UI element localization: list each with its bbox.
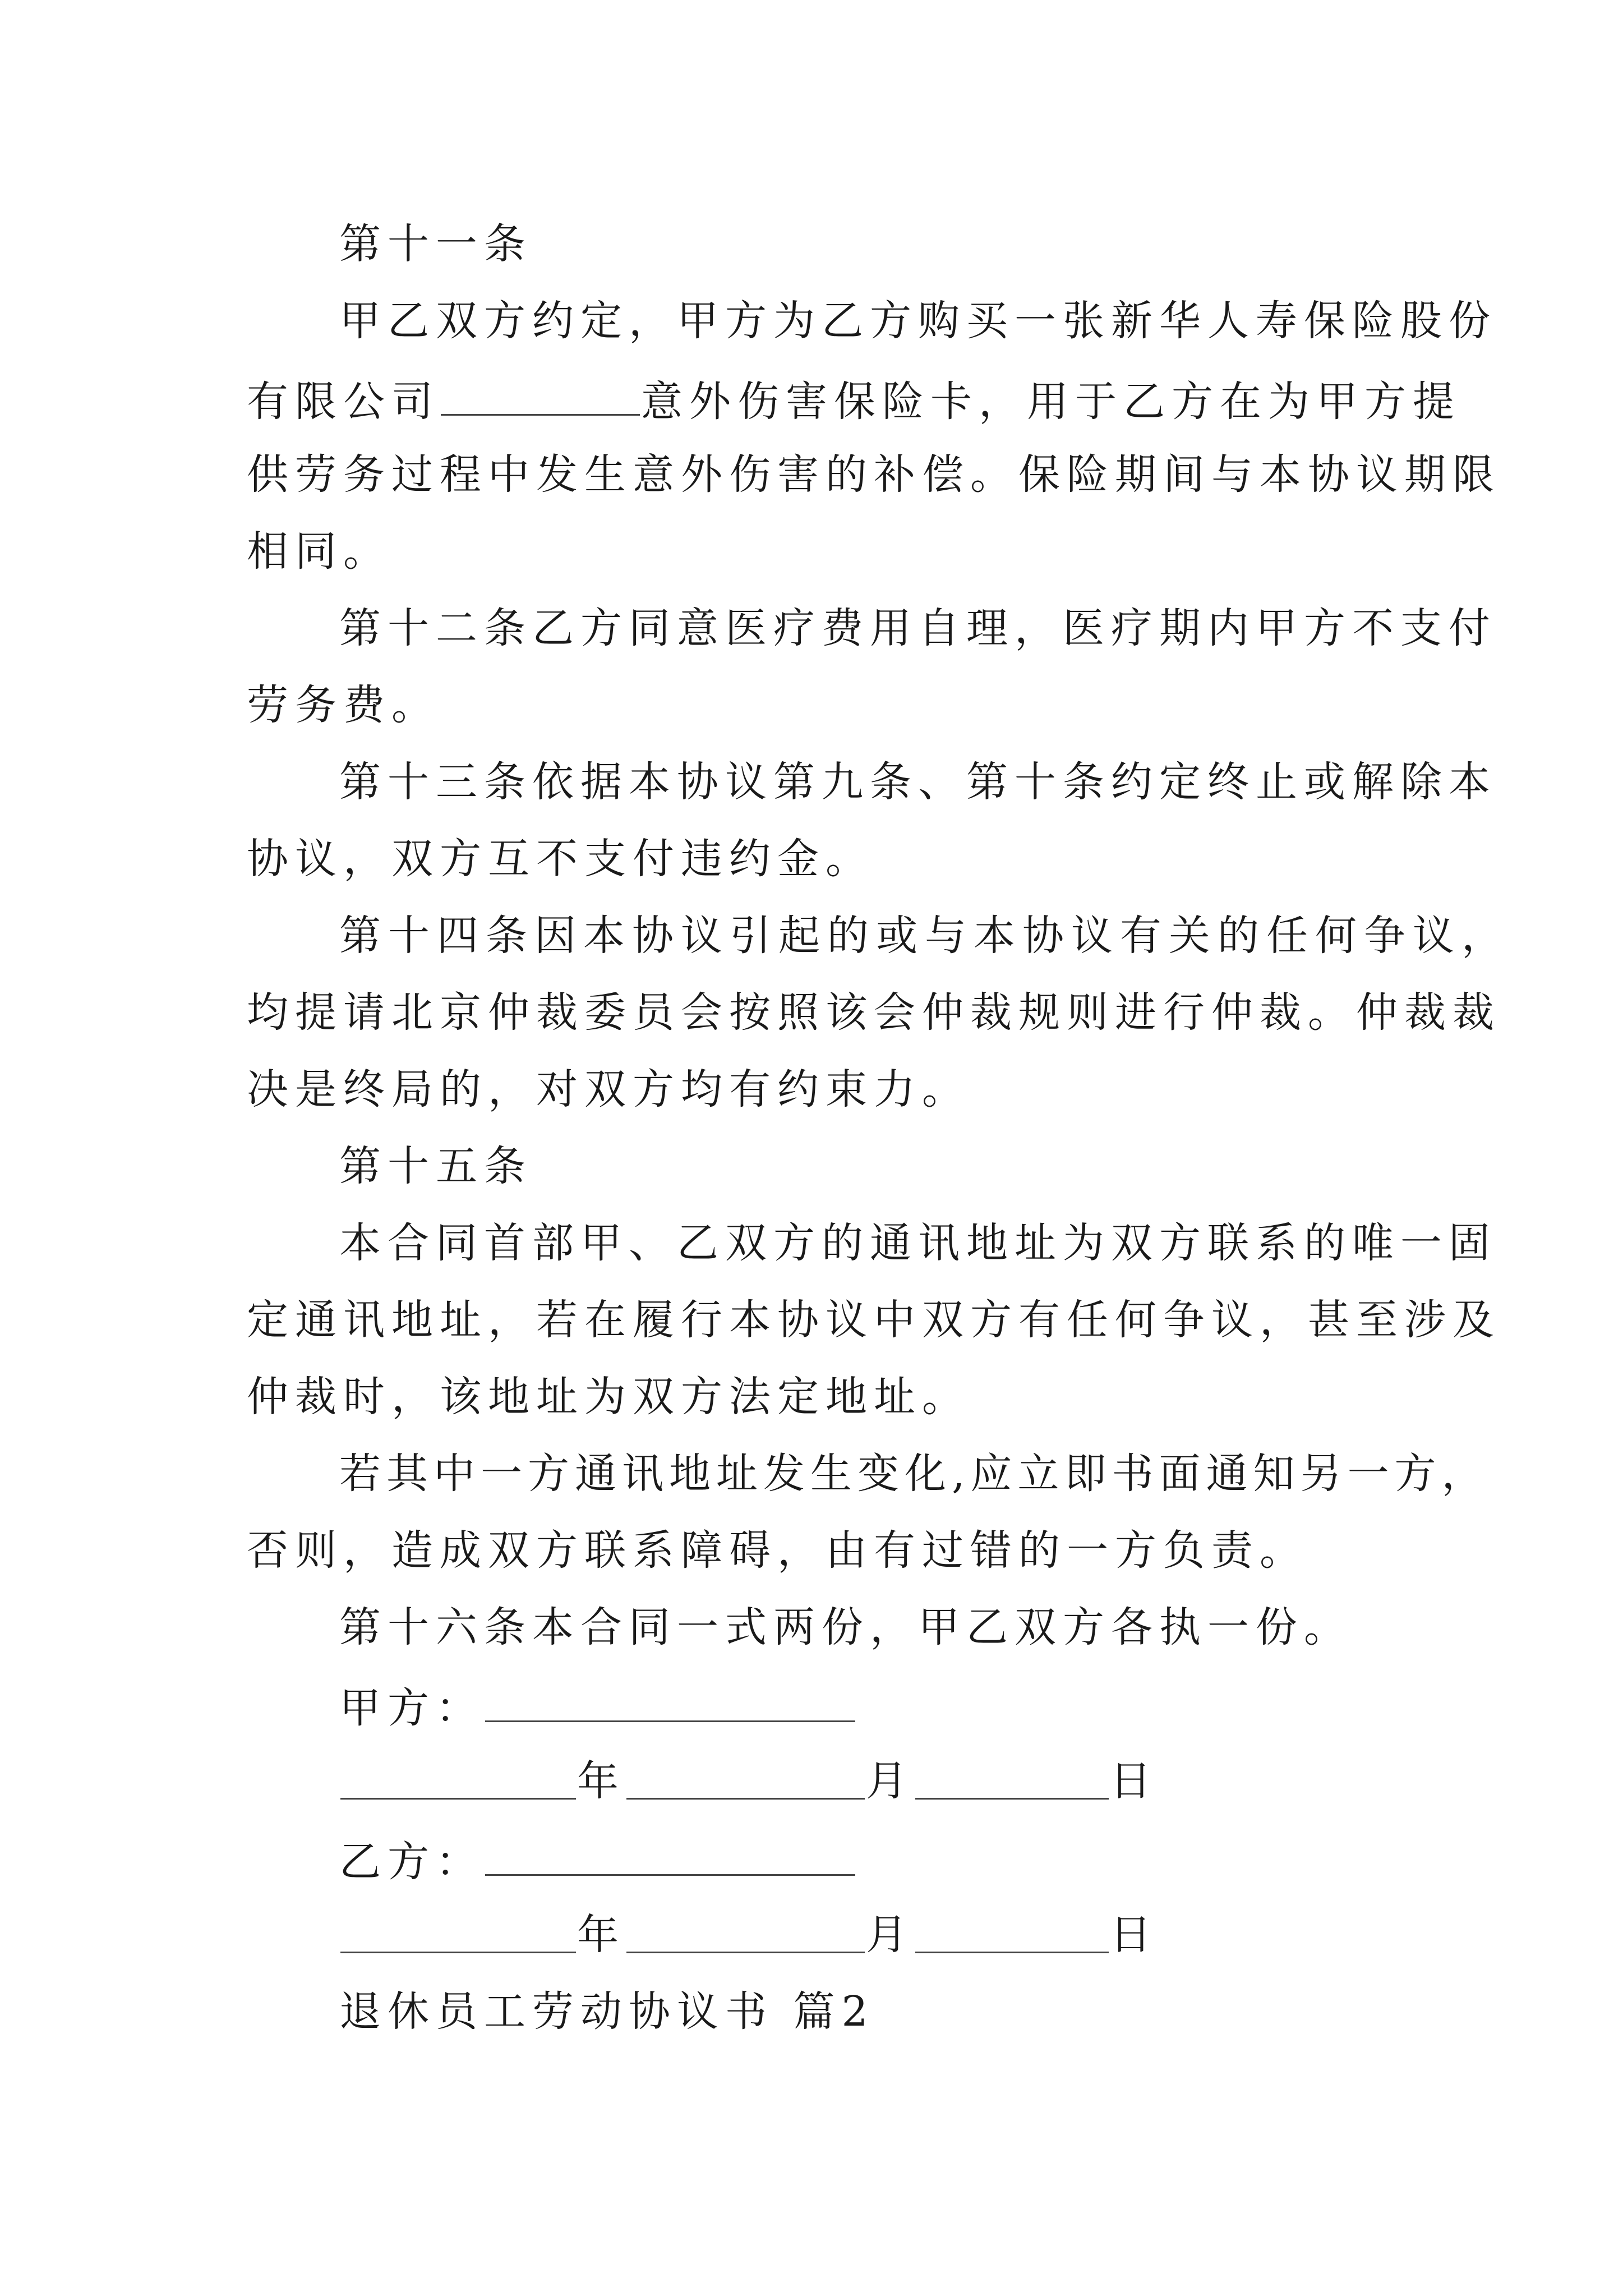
party-b-day-blank xyxy=(915,1910,1109,1953)
article-12-line-2: 劳务费。 xyxy=(247,681,440,729)
article-13-line-2: 协议，双方互不支付违约金。 xyxy=(247,835,874,883)
party-a-year-blank xyxy=(340,1756,576,1800)
party-b-signature-row xyxy=(339,1833,856,1887)
party-a-signature-row xyxy=(339,1679,856,1733)
article-11-line-2-start: 有限公司 xyxy=(247,378,440,426)
article-11-line-3: 供劳务过程中发生意外伤害的补偿。保险期间与本协议期限 xyxy=(247,450,1501,499)
article-14-line-3: 决是终局的，对双方均有约束力。 xyxy=(247,1065,970,1114)
party-a-day-label: 日 xyxy=(1110,1757,1158,1805)
article-11-line-1: 甲乙双方约定，甲方为乙方购买一张新华人寿保险股份 xyxy=(339,297,1497,345)
party-a-label: 甲方： xyxy=(339,1684,484,1732)
insurance-name-blank xyxy=(441,372,640,416)
party-a-day-blank xyxy=(915,1756,1109,1800)
party-b-day-label: 日 xyxy=(1110,1911,1158,1959)
party-a-blank xyxy=(485,1679,855,1722)
article-14-line-2: 均提请北京仲裁委员会按照该会仲裁规则进行仲裁。仲裁裁 xyxy=(247,988,1501,1037)
party-a-date-row xyxy=(339,1756,1158,1806)
article-16-line-1: 第十六条本合同一式两份，甲乙双方各执一份。 xyxy=(339,1603,1352,1651)
party-a-year-label: 年 xyxy=(577,1757,625,1805)
article-12-line-1: 第十二条乙方同意医疗费用自理，医疗期内甲方不支付 xyxy=(339,604,1497,652)
article-11-line-4: 相同。 xyxy=(247,527,391,576)
article-15-line-3: 仲裁时，该地址为双方法定地址。 xyxy=(247,1373,970,1421)
party-b-label: 乙方： xyxy=(339,1838,484,1886)
next-section-title: 退休员工劳动协议书 篇2 xyxy=(339,1987,875,2036)
party-a-month-blank xyxy=(626,1756,865,1800)
party-b-date-row xyxy=(339,1910,1158,1960)
article-15-title: 第十五条 xyxy=(339,1142,532,1190)
article-15-line-2: 定通讯地址，若在履行本协议中双方有任何争议，甚至涉及 xyxy=(247,1296,1501,1344)
article-14-line-1: 第十四条因本协议引起的或与本协议有关的任何争议， xyxy=(339,912,1510,960)
article-11-line-2-end: 意外伤害保险卡，用于乙方在为甲方提 xyxy=(641,378,1461,426)
party-b-month-label: 月 xyxy=(866,1911,914,1959)
party-a-month-label: 月 xyxy=(866,1757,914,1805)
article-13-line-1: 第十三条依据本协议第九条、第十条约定终止或解除本 xyxy=(339,758,1497,806)
article-11-title: 第十一条 xyxy=(339,220,532,268)
party-b-year-blank xyxy=(340,1910,576,1953)
article-15-line-5: 否则，造成双方联系障碍，由有过错的一方负责。 xyxy=(247,1526,1308,1575)
party-b-year-label: 年 xyxy=(577,1911,625,1959)
party-b-blank xyxy=(485,1833,855,1876)
article-15-line-1: 本合同首部甲、乙双方的通讯地址为双方联系的唯一固 xyxy=(339,1219,1497,1267)
article-11-line-2 xyxy=(247,372,1461,427)
party-b-month-blank xyxy=(626,1910,865,1953)
article-15-line-4: 若其中一方通讯地址发生变化,应立即书面通知另一方， xyxy=(339,1450,1489,1498)
